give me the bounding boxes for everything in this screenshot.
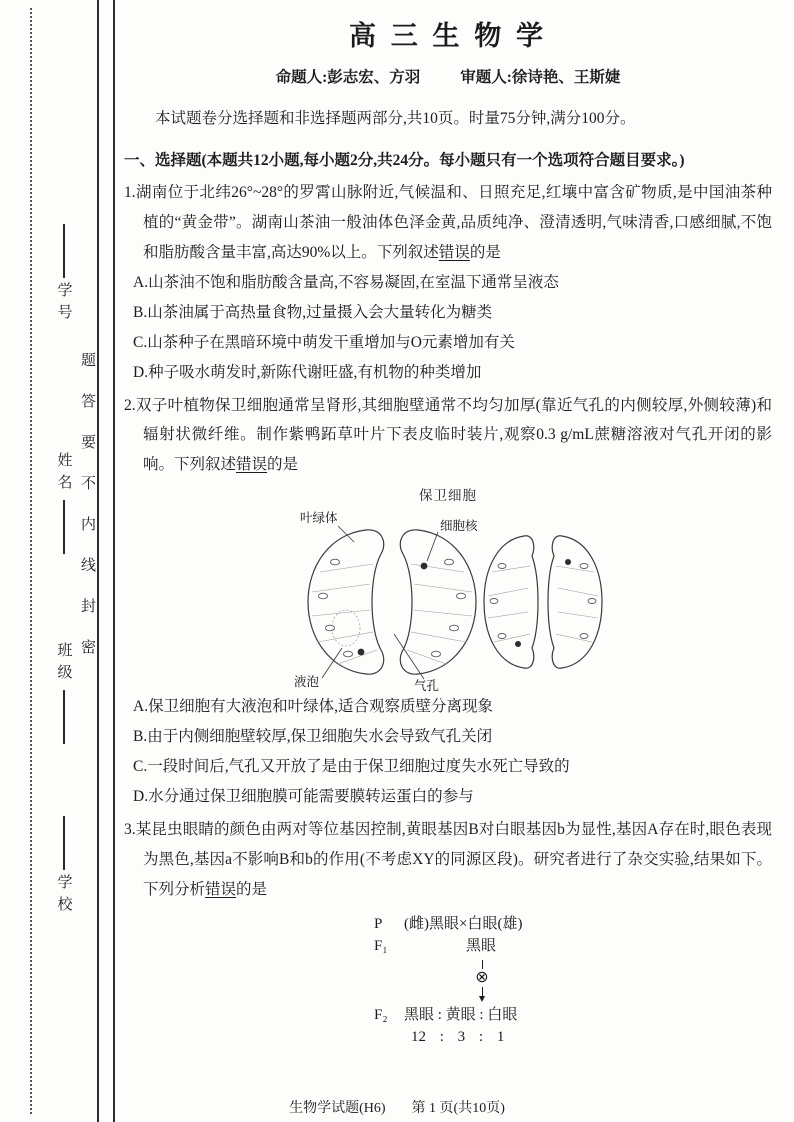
f2-phenotypes: 黑眼 : 黄眼 : 白眼 xyxy=(404,1006,518,1023)
guard-cell-figure xyxy=(278,506,618,692)
cross-f1-row xyxy=(374,935,772,958)
school-label: 学校 xyxy=(55,874,72,918)
nucleus-left-cell xyxy=(358,649,365,656)
name-field xyxy=(52,448,76,554)
authors-line xyxy=(124,65,772,87)
self-cross-icon: ⊗ xyxy=(475,968,489,986)
class-blank-line xyxy=(63,690,65,744)
class-label: 班级 xyxy=(55,642,72,686)
question-1-emphasis: 错误 xyxy=(438,244,470,262)
question-3-stem xyxy=(124,815,772,905)
question-1-text: 1.湖南位于北纬26°~28°的罗霄山脉附近,气候温和、日照充足,红壤中富含矿物质,是中国油茶种植的“黄金带”。湖南山茶油一般油体色泽金黄,品质纯净、澄清透明,气味清香,口感细腻,不饱和脂肪酸含量丰富,高达90%以上。下列叙述 xyxy=(124,184,772,262)
question-2-options xyxy=(124,692,772,812)
reviewer-names: 审题人:徐诗艳、王斯婕 xyxy=(460,69,621,86)
guard-cell-diagram-title: 保卫细胞 xyxy=(419,488,477,504)
school-field xyxy=(52,816,76,922)
question-2-option-a: A.保卫细胞有大液泡和叶绿体,适合观察质壁分离现象 xyxy=(133,698,493,716)
question-2-option-c: C.一段时间后,气孔又开放了是由于保卫细胞过度失水死亡导致的 xyxy=(133,758,570,776)
footer-page-number: 第 1 页(共10页) xyxy=(411,1101,505,1116)
question-3-tail: 的是 xyxy=(236,880,268,898)
vacuole-outline xyxy=(332,610,360,646)
paper-title: 高 三 生 物 学 xyxy=(349,21,547,51)
section-one-heading: 一、选择题(本题共12小题,每小题2分,共24分。每小题只有一个选项符合题目要求。) xyxy=(124,151,685,169)
school-blank-line xyxy=(63,816,65,870)
generation-f1-label: F₁ xyxy=(374,938,388,955)
generation-f2-label: F₂ xyxy=(374,1006,388,1023)
f2-ratio: 12 : 3 : 1 xyxy=(411,1029,505,1046)
setter-names: 命题人:彭志宏、方羽 xyxy=(275,69,421,86)
cross-f2-row xyxy=(374,1004,772,1027)
arrow-head-icon xyxy=(479,996,485,1002)
question-1-options xyxy=(124,268,772,388)
binding-dotted-line xyxy=(30,8,32,1114)
question-1-option-d: D.种子吸水萌发时,新陈代谢旺盛,有机物的种类增加 xyxy=(133,363,482,381)
chloroplast-label: 叶绿体 xyxy=(300,511,338,526)
page-footer xyxy=(0,1097,794,1117)
closed-stoma-pair xyxy=(484,536,602,668)
microfibrils-closed-pair xyxy=(488,566,598,642)
question-2-option-d: D.水分通过保卫细胞膜可能需要膜转运蛋白的参与 xyxy=(133,788,474,806)
question-2-text: 2.双子叶植物保卫细胞通常呈肾形,其细胞壁通常不均匀加厚(靠近气孔的内侧较厚,外侧较薄)和辐射状微纤维。制作紫鸭跖草叶片下表皮临时装片,观察0.3 g/mL蔗糖溶液对气孔开闭的影响。下列叙述 xyxy=(124,396,772,474)
open-stoma-pair xyxy=(308,530,476,674)
cross-parent-row xyxy=(374,913,772,936)
self-cross-arrow xyxy=(473,958,491,1004)
f1-phenotype: 黑眼 xyxy=(466,938,497,955)
vacuole-label: 液泡 xyxy=(294,675,320,690)
question-1-option-b: B.山茶油属于高热量食物,过量摄入会大量转化为糖类 xyxy=(133,303,493,321)
leader-lines xyxy=(322,526,438,679)
question-1-option-c: C.山茶种子在黑暗环境中萌发干重增加与O元素增加有关 xyxy=(133,333,515,351)
question-1-option-a: A.山茶油不饱和脂肪酸含量高,不容易凝固,在室温下通常呈液态 xyxy=(133,273,559,291)
nucleus-label: 细胞核 xyxy=(440,519,478,534)
chloroplasts-closed-pair xyxy=(490,564,596,639)
student-id-label: 学号 xyxy=(55,282,72,326)
question-2-option-b: B.由于内侧细胞壁较厚,保卫细胞失水会导致气孔关闭 xyxy=(133,728,493,746)
question-1-stem xyxy=(124,178,772,268)
name-blank-line xyxy=(63,500,65,554)
question-2-tail: 的是 xyxy=(267,456,299,474)
generation-p-label: P xyxy=(374,915,383,932)
stoma-label: 气孔 xyxy=(414,679,440,693)
question-3-emphasis: 错误 xyxy=(205,880,237,898)
diagram-labels xyxy=(294,510,478,692)
student-id-blank-line xyxy=(63,224,65,278)
chloroplasts-open-pair xyxy=(319,559,466,657)
cross-ratio-row xyxy=(374,1026,772,1049)
paper-intro: 本试题卷分选择题和非选择题两部分,共10页。时量75分钟,满分100分。 xyxy=(155,110,636,127)
nucleus-right-cell xyxy=(421,563,428,570)
parent-cross-text: (雌)黑眼×白眼(雄) xyxy=(404,915,523,932)
question-2-emphasis: 错误 xyxy=(236,456,268,474)
seal-vertical-line-inner xyxy=(113,0,115,1122)
main-content xyxy=(124,14,772,1049)
nucleus-closed-left-cell xyxy=(515,641,521,647)
arrow-segment-top xyxy=(482,960,483,969)
footer-paper-code: 生物学试题(H6) xyxy=(289,1101,386,1116)
question-1-tail: 的是 xyxy=(469,244,501,262)
microfibrils-open-pair xyxy=(312,564,472,664)
class-field xyxy=(52,638,76,744)
nucleus-closed-right-cell xyxy=(565,559,571,565)
student-id-field xyxy=(52,224,76,330)
arrow-segment-bottom xyxy=(482,987,483,996)
seal-line-text: 题答要不内线封密 xyxy=(79,352,95,680)
question-3-text: 3.某昆虫眼睛的颜色由两对等位基因控制,黄眼基因B对白眼基因b为显性,基因A存在时,眼色表现为黑色,基因a不影响B和b的作用(不考虑XY的同源区段)。研究者进行了杂交实验,结果如下。下列分析 xyxy=(124,820,772,898)
genetic-cross-diagram xyxy=(374,913,772,1049)
name-label: 姓名 xyxy=(55,452,72,496)
question-2-stem xyxy=(124,391,772,481)
guard-cell-diagram xyxy=(124,484,772,692)
